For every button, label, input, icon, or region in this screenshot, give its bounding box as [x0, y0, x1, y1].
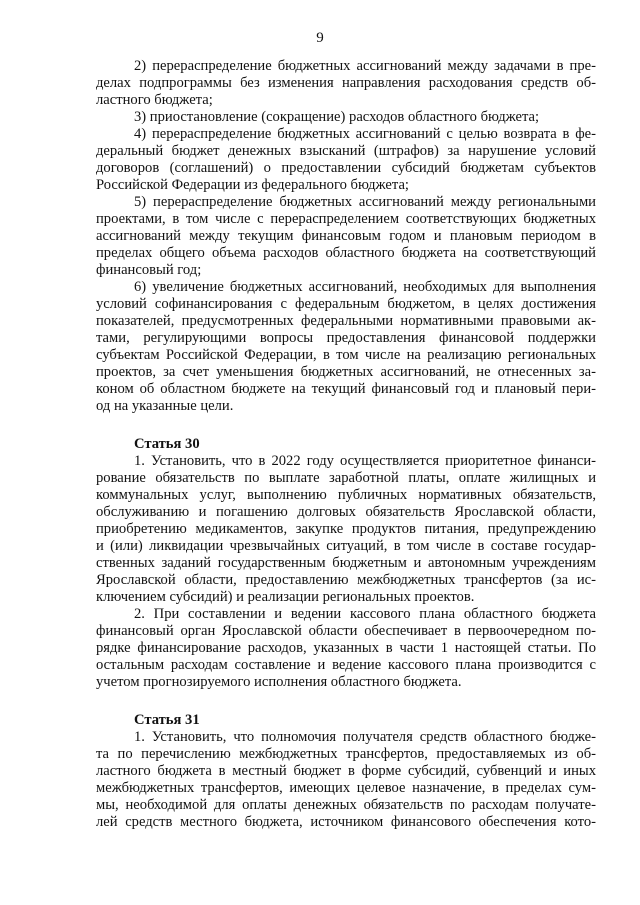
- text-line: од на указанные цели.: [96, 398, 234, 414]
- text-line: тами, регулирующими вопросы предоставления финансовой поддержки: [96, 330, 596, 346]
- text-line: проектов, за счет уменьшения бюджетных ассигнований, не отнесенных за-: [96, 364, 596, 380]
- text-line: приобретению медикаментов, закупке продуктов питания, предупреждению: [96, 521, 596, 537]
- text-line: рядке финансирование расходов, указанных в части 1 настоящей статьи. По: [96, 640, 596, 656]
- text-line: условий софинансирования с федеральным бюджетом, в целях достижения: [96, 296, 596, 312]
- text-line: обслуживанию и погашению долговых обязательств Ярославской области,: [96, 504, 596, 520]
- text-line: 2. При составлении и ведении кассового плана областного бюджета: [134, 606, 596, 622]
- text-line: межбюджетных трансфертов, имеющих целевое назначение, в пределах сум-: [96, 780, 596, 796]
- text-line: пределах общего объема расходов областного бюджета на соответствующий: [96, 245, 596, 261]
- text-line: субъектам Российской Федерации, в том числе на реализацию региональных: [96, 347, 596, 363]
- text-line: мы, необходимой для оплаты денежных обязательств по расходам получате-: [96, 797, 596, 813]
- text-line: Ярославской области, предоставлению межбюджетных трансфертов (за ис-: [96, 572, 596, 588]
- article-heading: Статья 30: [134, 436, 200, 452]
- text-line: финансовый орган Ярославской области обеспечивает в первоочередном по-: [96, 623, 596, 639]
- text-line: Российской Федерации из федерального бюджета;: [96, 177, 409, 193]
- text-line: коном об областном бюджете на текущий финансовый год и плановый пери-: [96, 381, 596, 397]
- text-line: учетом прогнозируемого исполнения областного бюджета.: [96, 674, 462, 690]
- text-line: договоров (соглашений) о предоставлении субсидий бюджетам субъектов: [96, 160, 596, 176]
- text-line: 6) увеличение бюджетных ассигнований, необходимых для выполнения: [134, 279, 596, 295]
- text-line: остальным расходам составление и ведение кассового плана производится с: [96, 657, 596, 673]
- text-line: 1. Установить, что в 2022 году осуществляется приоритетное финанси-: [134, 453, 596, 469]
- text-line: ственных заданий государственным бюджетным и автономным учреждениям: [96, 555, 596, 571]
- text-line: ассигнований между текущим финансовым годом и плановым периодом в: [96, 228, 596, 244]
- text-line: та по перечислению межбюджетных трансфертов, предоставляемых из об-: [96, 746, 596, 762]
- text-line: делах подпрограммы без изменения направления расходования средств об-: [96, 75, 596, 91]
- text-line: 4) перераспределение бюджетных ассигнований с целью возврата в фе-: [134, 126, 596, 142]
- text-line: ластного бюджета в местный бюджет в форме субсидий, субвенций и иных: [96, 763, 596, 779]
- text-line: 1. Установить, что полномочия получателя средств областного бюдже-: [134, 729, 596, 745]
- text-line: коммунальных услуг, выполнению публичных нормативных обязательств,: [96, 487, 596, 503]
- text-line: лей средств местного бюджета, источником финансового обеспечения кото-: [96, 814, 596, 830]
- page-number: 9: [316, 30, 324, 46]
- text-line: 2) перераспределение бюджетных ассигнований между задачами в пре-: [134, 58, 596, 74]
- text-line: показателей, предусмотренных федеральными нормативными правовыми ак-: [96, 313, 596, 329]
- text-line: финансовый год;: [96, 262, 202, 278]
- text-line: 3) приостановление (сокращение) расходов областного бюджета;: [134, 109, 540, 125]
- text-line: рование обязательств по выплате заработной платы, оплате жилищных и: [96, 470, 596, 486]
- text-line: и (или) ликвидации чрезвычайных ситуаций, в том числе в составе государ-: [96, 538, 596, 554]
- text-line: проектами, в том числе с перераспределением соответствующих бюджетных: [96, 211, 596, 227]
- text-line: деральный бюджет денежных взысканий (штрафов) за нарушение условий: [96, 143, 596, 159]
- text-line: ластного бюджета;: [96, 92, 213, 108]
- text-line: ключением субсидий) и реализации региональных проектов.: [96, 589, 475, 605]
- article-heading: Статья 31: [134, 712, 200, 728]
- text-line: 5) перераспределение бюджетных ассигнований между региональными: [134, 194, 596, 210]
